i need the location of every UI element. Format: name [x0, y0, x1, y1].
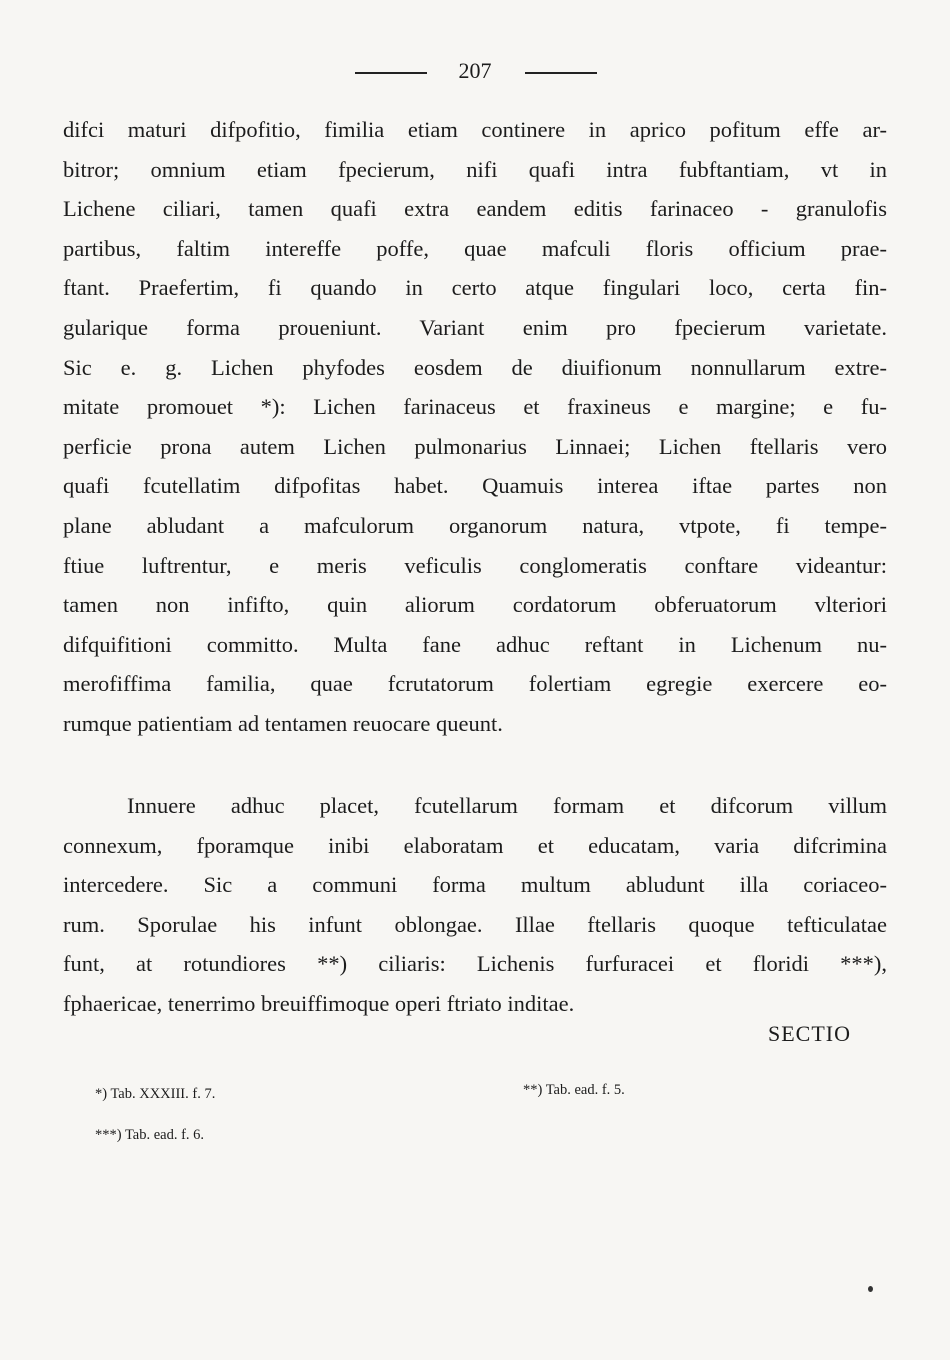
text-line: merofiffima familia, quae fcrutatorum folertiam egregie exercere eo- — [63, 671, 887, 697]
catchword: SECTIO — [768, 1021, 851, 1046]
header-rule-left — [355, 72, 427, 74]
text-line: gularique forma proueniunt. Variant enim pro fpecierum varietate. — [63, 314, 887, 340]
text-line: rum. Sporulae his infunt oblongae. Illae ftellaris quoque tefticulatae — [63, 911, 887, 937]
ink-speck — [868, 1286, 873, 1292]
text-line: difquifitioni committo. Multa fane adhuc reftant in Lichenum nu- — [63, 631, 887, 657]
text-line: Sic e. g. Lichen phyfodes eosdem de diuifionum nonnullarum extre- — [63, 354, 887, 380]
text-line: Lichene ciliari, tamen quafi extra eandem editis farinaceo - granulofis — [63, 196, 887, 222]
text-line: ftant. Praefertim, fi quando in certo atque fingulari loco, certa fin- — [63, 275, 887, 301]
text-line: rumque patientiam ad tentamen reuocare queunt. — [63, 710, 503, 736]
text-line: connexum, fporamque inibi elaboratam et educatam, varia difcrimina — [63, 832, 887, 858]
page-header — [350, 58, 600, 88]
text-line: fphaericae, tenerrimo breuiffimoque operi ftriato inditae. — [63, 990, 575, 1016]
text-line: Innuere adhuc placet, fcutellarum formam et difcorum villum — [127, 793, 887, 818]
footnote-1: *) Tab. XXXIII. f. 7. — [95, 1086, 216, 1102]
paragraph-1 — [63, 110, 887, 744]
footnote-3: ***) Tab. ead. f. 6. — [95, 1127, 205, 1143]
text-line: funt, at rotundiores **) ciliaris: Lichenis furfuracei et floridi ***), — [63, 951, 887, 977]
text-line: intercedere. Sic a communi forma multum abludunt illa coriaceo- — [63, 872, 887, 898]
text-line: bitror; omnium etiam fpecierum, nifi quafi intra fubftantiam, vt in — [63, 156, 887, 182]
text-line: ftiue luftrentur, e meris veficulis conglomeratis conftare videantur: — [63, 552, 887, 578]
text-line: plane abludant a mafculorum organorum natura, vtpote, fi tempe- — [63, 512, 887, 538]
text-line: mitate promouet *): Lichen farinaceus et fraxineus e margine; e fu- — [63, 394, 887, 420]
page-number: 207 — [458, 58, 492, 83]
text-line: tamen non infifto, quin aliorum cordatorum obferuatorum vlteriori — [63, 592, 887, 618]
header-rule-right — [525, 72, 597, 74]
footnote-2: **) Tab. ead. f. 5. — [523, 1082, 625, 1098]
text-line: difci maturi difpofitio, fimilia etiam continere in aprico pofitum effe ar- — [63, 117, 887, 142]
text-line: partibus, faltim intereffe poffe, quae mafculi floris officium prae- — [63, 235, 887, 261]
text-line: quafi fcutellatim difpofitas habet. Quamuis interea iftae partes non — [63, 473, 887, 499]
text-line: perficie prona autem Lichen pulmonarius Linnaei; Lichen ftellaris vero — [63, 433, 887, 459]
paragraph-2 — [63, 786, 887, 1024]
